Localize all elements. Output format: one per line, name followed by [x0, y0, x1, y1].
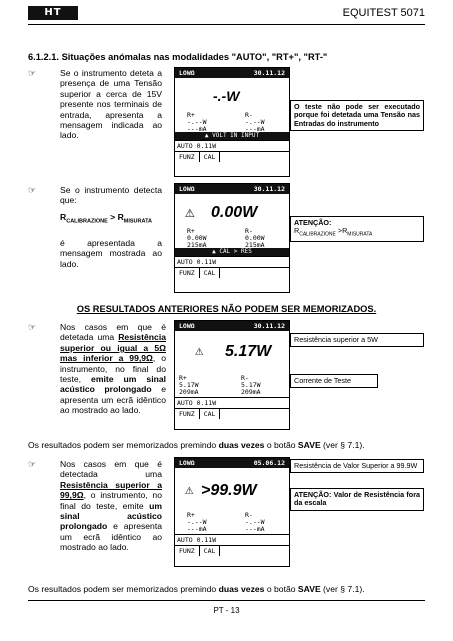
- item1-text: Se o instrumento deteta a presença de uma Tensão superior a cerca de 15V presente nos terminais de entrada, apresenta a mensagem indicada ao lado.: [60, 68, 162, 141]
- screen-message-bar: ▲ VOLT IN INPUT: [175, 132, 289, 140]
- item2-text-b: é apresentada a mensagem mostrada ao lado.: [60, 238, 162, 269]
- note-voltage-input: O teste não pode ser executado porque foi detetada uma Tensão nas Entradas do instrumento: [290, 100, 424, 131]
- item2-formula: $R_{CALIBRAZIONE} > R_{MISURATA}$: [60, 212, 152, 225]
- rminus-block: R- 0.00W 215mA: [245, 227, 265, 249]
- section-title: 6.1.2.1. Situações anómalas nas modalidades "AUTO", "RT+", "RT-": [28, 52, 328, 62]
- instrument-screen-4: LOWΩ 05.06.12 ⚠ >99.9W R+ -.--W ---mA R- -.--W ---mA AUTO 0.11W FUNZ CAL: [174, 457, 290, 567]
- screen-function-keys: FUNZ CAL: [175, 151, 289, 162]
- save-line-2: Os resultados podem ser memorizados premindo duas vezes o botão SAVE (ver § 7.1).: [28, 584, 365, 594]
- note-out-of-range: ATENÇÃO: Valor de Resistência fora da escala: [290, 488, 424, 511]
- screen-main-value: 5.17W: [225, 343, 272, 360]
- pointing-hand-icon: ☞: [28, 459, 37, 469]
- note-test-current: Corrente de Teste: [290, 374, 378, 388]
- pointing-hand-icon: ☞: [28, 185, 37, 195]
- header-rule: [28, 24, 425, 25]
- screen-auto-line: AUTO 0.11W: [175, 140, 289, 151]
- item2-text-a: Se o instrumento detecta que:: [60, 185, 162, 206]
- ht-logo: HT: [28, 6, 78, 20]
- note-resistance-above-99: Resistência de Valor Superior a 99.9W: [290, 459, 424, 473]
- rminus-block: R- -.--W ---mA: [245, 111, 265, 133]
- note-resistance-above-5: Resistência superior a 5W: [290, 333, 424, 347]
- warning-title: OS RESULTADOS ANTERIORES NÃO PODEM SER MEMORIZADOS.: [76, 304, 377, 314]
- screen-message-bar: ▲ CAL > RES: [175, 248, 289, 256]
- pointing-hand-icon: ☞: [28, 68, 37, 78]
- instrument-screen-1: [174, 67, 290, 177]
- instrument-screen-2: LOWΩ 30.11.12 ⚠ 0.00W R+ 0.00W 215mA R- 0.00W 215mA ▲ CAL > RES AUTO 0.11W FUNZ CAL: [174, 183, 290, 293]
- screen-main-value: 0.00W: [211, 204, 258, 221]
- screen-main-value: -.-W: [213, 88, 240, 104]
- item4-text: Nos casos em que é detectada uma Resistência superior a 99,9Ω, o instrumento, no final do teste, emite um sinal acústico prolongado e apresenta um ecrã idêntico ao mostrado ao lado.: [60, 459, 162, 553]
- warning-triangle-icon: ⚠: [185, 482, 194, 498]
- note-calibration: ATENÇÃO: $R_{CALIBRAZIONE} >R_{MISURATA}$: [290, 216, 424, 242]
- rminus-block: R- -.--W ---mA: [245, 511, 265, 533]
- save-line-1: Os resultados podem ser memorizados premindo duas vezes o botão SAVE (ver § 7.1).: [28, 440, 365, 450]
- instrument-screen-3: LOWΩ 30.11.12 ⚠ 5.17W R+ 5.17W 209mA R- 5.17W 209mA AUTO 0.11W FUNZ CAL: [174, 320, 290, 430]
- screen-main-value: >99.9W: [201, 482, 257, 499]
- rminus-block: R- 5.17W 209mA: [241, 374, 261, 396]
- rplus-block: R+ 0.00W 215mA: [187, 227, 207, 249]
- rplus-block: R+ 5.17W 209mA: [179, 374, 199, 396]
- screen-mode: LOWΩ: [179, 69, 195, 77]
- rplus-block: R+ -.--W ---mA: [187, 511, 207, 533]
- rplus-block: R+ -.--W ---mA: [187, 111, 207, 133]
- screen-date: 30.11.12: [253, 69, 285, 77]
- doc-title: EQUITEST 5071: [342, 7, 425, 19]
- footer-rule: [28, 600, 425, 601]
- page-number: PT - 13: [213, 606, 240, 615]
- pointing-hand-icon: ☞: [28, 322, 37, 332]
- warning-triangle-icon: ⚠: [185, 202, 195, 221]
- item3-text: Nos casos em que é detetada uma Resistência superior ou igual a 5Ω mas inferior a 99,9Ω, o instrumento, no final do teste, emite um sinal acústico prolongado e apresenta um ecrã idêntico ao mostrado ao lado.: [60, 322, 167, 416]
- warning-triangle-icon: ⚠: [195, 343, 204, 359]
